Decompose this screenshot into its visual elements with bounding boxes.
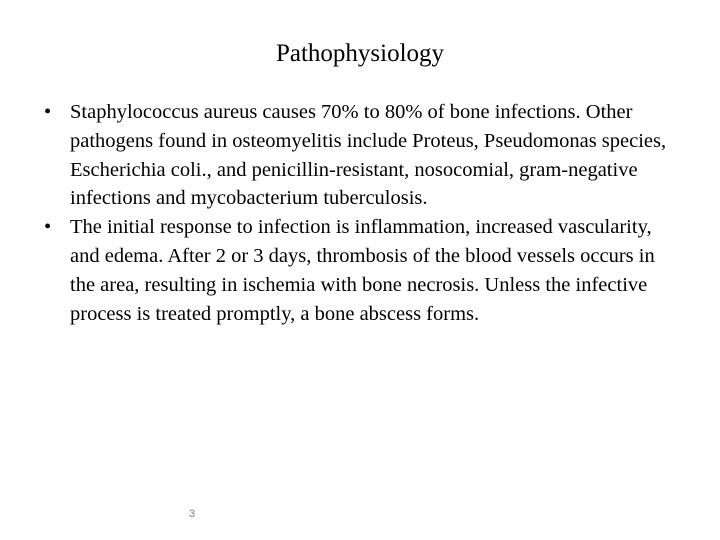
- bullet-list: [44, 98, 684, 328]
- slide-title: Pathophysiology: [275, 40, 445, 67]
- bullet-icon: •: [44, 216, 52, 239]
- bullet-text: Staphylococcus aureus causes 70% to 80% of bone infections. Other pathogens found in osteomyelitis include Proteus, Pseudomonas species, Escherichia coli., and penicillin-resistant, nosocomial, gram-negative infections and mycobacterium tuberculosis.: [70, 101, 667, 210]
- bullet-item-staphylococcus: [44, 98, 684, 213]
- bullet-item-initial-response: [44, 213, 684, 328]
- bullet-text: The initial response to infection is inflammation, increased vascularity, and edema. After 2 or 3 days, thrombosis of the blood vessels occurs in the area, resulting in ischemia with bone necrosis. Unless the infective process is treated promptly, a bone abscess forms.: [70, 216, 655, 325]
- bullet-icon: •: [44, 101, 52, 123]
- page-number: 3: [189, 508, 196, 520]
